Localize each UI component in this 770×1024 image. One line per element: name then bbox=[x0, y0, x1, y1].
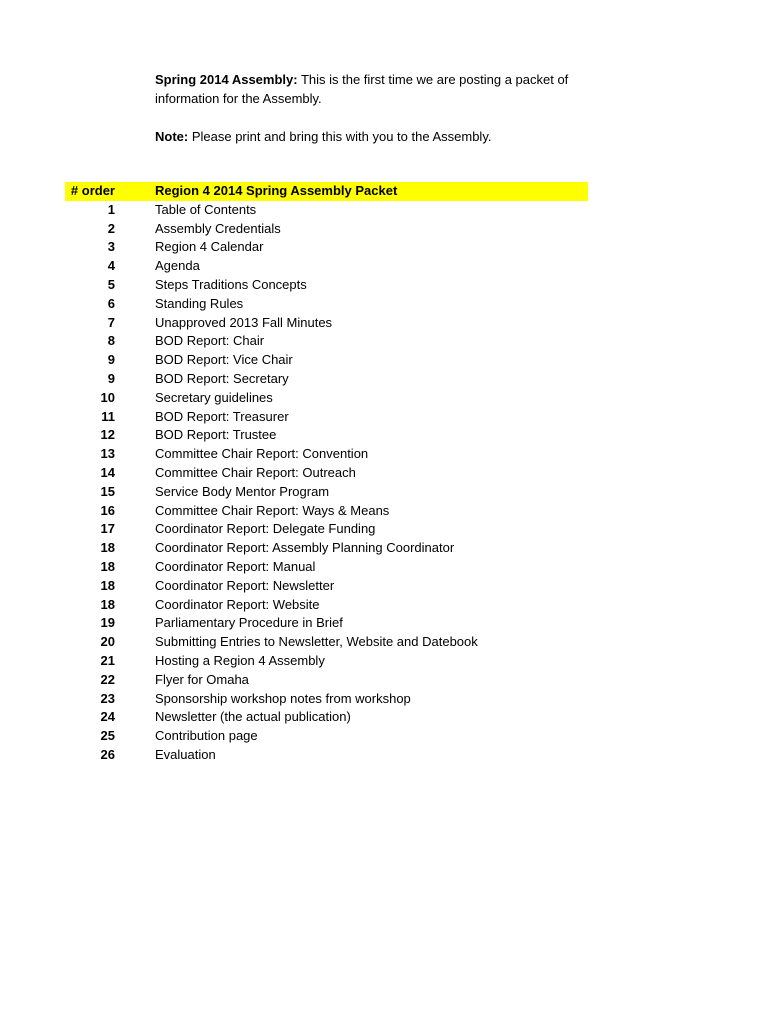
row-order: 1 bbox=[107, 201, 115, 217]
row-item: Evaluation bbox=[155, 746, 216, 762]
table-row bbox=[65, 596, 588, 615]
row-item: Agenda bbox=[155, 258, 200, 274]
row-order: 18 bbox=[100, 596, 115, 612]
row-order: 19 bbox=[100, 615, 115, 631]
row-order: 18 bbox=[100, 540, 115, 556]
table-row bbox=[65, 332, 588, 351]
row-item: BOD Report: Trustee bbox=[155, 427, 277, 443]
table-row bbox=[65, 746, 588, 765]
table-row bbox=[65, 220, 588, 239]
table-row bbox=[65, 238, 588, 257]
row-order: 6 bbox=[107, 295, 115, 311]
table-row bbox=[65, 314, 588, 333]
row-order: 12 bbox=[100, 427, 115, 443]
intro-section bbox=[155, 70, 575, 146]
table-row bbox=[65, 520, 588, 539]
row-item: Committee Chair Report: Outreach bbox=[155, 464, 356, 480]
row-item: BOD Report: Vice Chair bbox=[155, 352, 293, 368]
row-item: Service Body Mentor Program bbox=[155, 483, 330, 499]
row-order: 23 bbox=[100, 690, 115, 706]
table-row bbox=[65, 633, 588, 652]
row-order: 18 bbox=[100, 577, 115, 593]
row-item: Coordinator Report: Manual bbox=[155, 558, 316, 574]
table-row bbox=[65, 445, 588, 464]
note-label: Note: bbox=[155, 129, 189, 144]
row-item: Committee Chair Report: Ways & Means bbox=[155, 502, 390, 518]
row-item: BOD Report: Treasurer bbox=[155, 408, 289, 424]
row-order: 9 bbox=[107, 352, 115, 368]
table-row bbox=[65, 614, 588, 633]
row-item: Assembly Credentials bbox=[155, 220, 281, 236]
row-order: 2 bbox=[107, 220, 115, 236]
table-row bbox=[65, 708, 588, 727]
row-order: 17 bbox=[100, 521, 115, 537]
table-row bbox=[65, 201, 588, 220]
table-row bbox=[65, 370, 588, 389]
table-row bbox=[65, 351, 588, 370]
table-row bbox=[65, 426, 588, 445]
row-item: Steps Traditions Concepts bbox=[155, 276, 307, 292]
row-item: Sponsorship workshop notes from workshop bbox=[155, 690, 411, 706]
note-paragraph bbox=[155, 127, 575, 146]
row-order: 18 bbox=[100, 558, 115, 574]
row-item: Hosting a Region 4 Assembly bbox=[155, 652, 325, 668]
row-order: 25 bbox=[100, 728, 115, 744]
table-row bbox=[65, 464, 588, 483]
row-item: Standing Rules bbox=[155, 295, 244, 311]
row-order: 21 bbox=[100, 652, 115, 668]
table-row bbox=[65, 408, 588, 427]
row-item: Unapproved 2013 Fall Minutes bbox=[155, 314, 333, 330]
row-item: Flyer for Omaha bbox=[155, 671, 249, 687]
row-item: Newsletter (the actual publication) bbox=[155, 709, 351, 725]
row-order: 3 bbox=[107, 239, 115, 255]
table-header-row bbox=[65, 182, 588, 201]
row-order: 8 bbox=[107, 333, 115, 349]
intro-paragraph bbox=[155, 70, 575, 108]
row-item: Coordinator Report: Website bbox=[155, 596, 320, 612]
row-item: Submitting Entries to Newsletter, Website and Datebook bbox=[155, 634, 478, 650]
row-item: Contribution page bbox=[155, 728, 258, 744]
row-item: Coordinator Report: Delegate Funding bbox=[155, 521, 376, 537]
table-row bbox=[65, 727, 588, 746]
intro-text: This is the first time we are posting a packet of information for the Assembly. bbox=[155, 72, 569, 106]
intro-label: Spring 2014 Assembly: bbox=[155, 72, 298, 87]
table-row bbox=[65, 257, 588, 276]
table-row bbox=[65, 502, 588, 521]
packet-table bbox=[65, 182, 588, 765]
header-title: Region 4 2014 Spring Assembly Packet bbox=[155, 183, 398, 198]
header-order: # order bbox=[70, 183, 115, 198]
table-row bbox=[65, 389, 588, 408]
table-row bbox=[65, 539, 588, 558]
row-order: 14 bbox=[100, 464, 115, 480]
row-item: BOD Report: Chair bbox=[155, 333, 265, 349]
row-order: 11 bbox=[101, 408, 115, 424]
row-order: 9 bbox=[107, 370, 115, 386]
table-row bbox=[65, 483, 588, 502]
row-item: BOD Report: Secretary bbox=[155, 370, 289, 386]
table-row bbox=[65, 671, 588, 690]
table-row bbox=[65, 652, 588, 671]
row-order: 16 bbox=[100, 502, 115, 518]
row-order: 5 bbox=[107, 276, 115, 292]
row-item: Committee Chair Report: Convention bbox=[155, 446, 369, 462]
row-order: 24 bbox=[100, 709, 115, 725]
table-row bbox=[65, 295, 588, 314]
row-order: 22 bbox=[100, 671, 115, 687]
row-item: Table of Contents bbox=[155, 201, 257, 217]
row-order: 4 bbox=[107, 258, 115, 274]
table-row bbox=[65, 690, 588, 709]
row-order: 7 bbox=[107, 314, 115, 330]
row-order: 13 bbox=[100, 446, 115, 462]
row-order: 26 bbox=[100, 746, 115, 762]
table-row bbox=[65, 276, 588, 295]
row-item: Coordinator Report: Newsletter bbox=[155, 577, 335, 593]
row-item: Region 4 Calendar bbox=[155, 239, 264, 255]
table-row bbox=[65, 577, 588, 596]
row-order: 15 bbox=[100, 483, 115, 499]
row-item: Parliamentary Procedure in Brief bbox=[155, 615, 343, 631]
row-order: 20 bbox=[100, 634, 115, 650]
note-text: Please print and bring this with you to the Assembly. bbox=[188, 129, 492, 144]
table-row bbox=[65, 558, 588, 577]
row-item: Coordinator Report: Assembly Planning Coordinator bbox=[155, 540, 455, 556]
row-order: 10 bbox=[100, 389, 115, 405]
row-item: Secretary guidelines bbox=[155, 389, 273, 405]
